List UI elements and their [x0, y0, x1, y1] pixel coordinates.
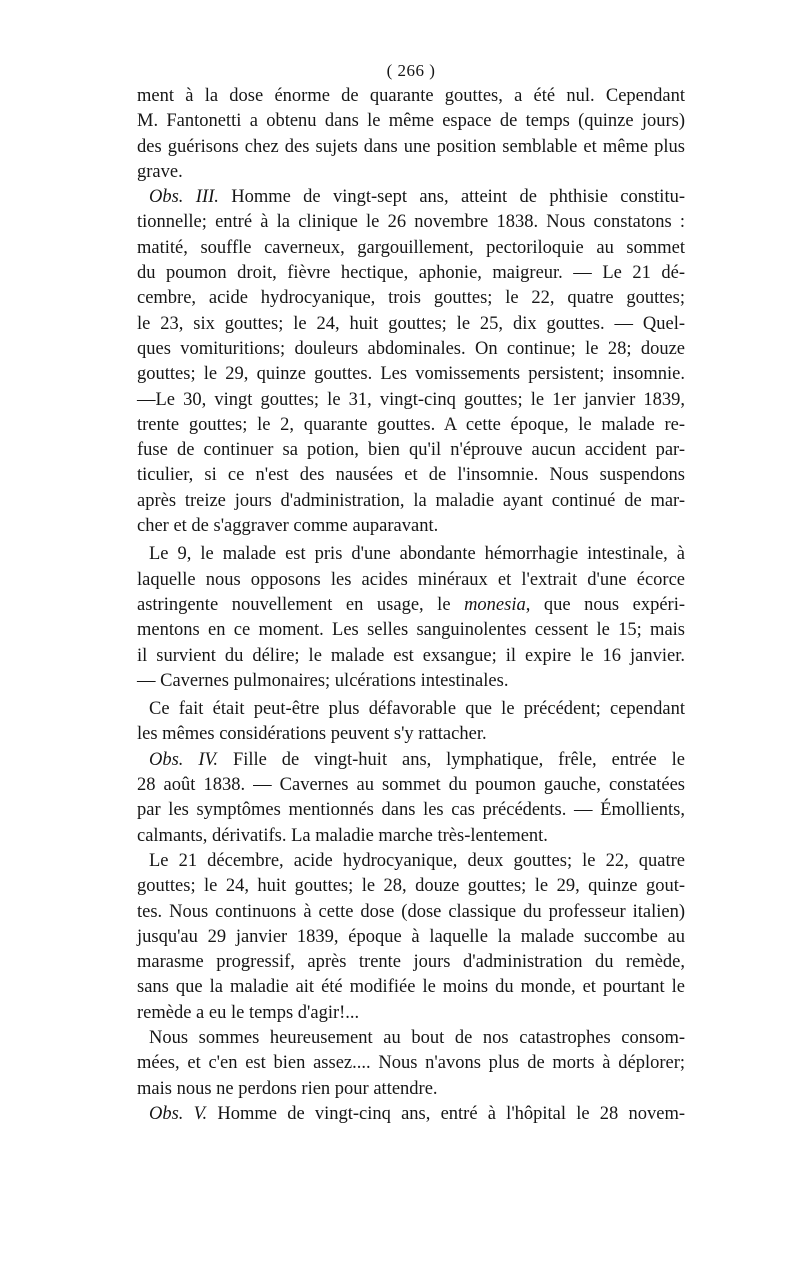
text-line: tes. Nous continuons à cette dose (dose classique du professeur italien): [137, 901, 685, 922]
observation-label: Obs. V.: [149, 1103, 208, 1124]
text-line: calmants, dérivatifs. La maladie marche très-lentement.: [137, 825, 548, 846]
text-line: astringente nouvellement en usage, le monesia, que nous expéri-: [137, 594, 685, 615]
observation-4: [137, 748, 685, 849]
text-line: trente gouttes; le 2, quarante gouttes. A cette époque, le malade re-: [137, 414, 685, 435]
paragraph-treatment: [137, 849, 685, 1026]
text-line: Le 21 décembre, acide hydrocyanique, deux gouttes; le 22, quatre: [149, 850, 685, 871]
text-line: [137, 185, 685, 210]
text-line: tionnelle; entré à la clinique le 26 novembre 1838. Nous constatons :: [137, 212, 685, 233]
observation-text: Homme de vingt-cinq ans, entré à l'hôpital le 28 novem-: [207, 1103, 685, 1124]
text-line: Le 9, le malade est pris d'une abondante hémorrhagie intestinale, à: [149, 544, 685, 565]
text-line: les mêmes considérations peuvent s'y rattacher.: [137, 724, 487, 745]
text-line: mentons en ce moment. Les selles sanguinolentes cessent le 15; mais: [137, 620, 685, 641]
text-line: — Cavernes pulmonaires; ulcérations intestinales.: [137, 670, 509, 691]
text-line: matité, souffle caverneux, gargouillement, pectoriloquie au sommet: [137, 237, 685, 258]
text-line: fuse de continuer sa potion, bien qu'il n'éprouve aucun accident par-: [137, 440, 685, 461]
observation-label: Obs. IV.: [149, 749, 219, 770]
text-line: cher et de s'aggraver comme auparavant.: [137, 516, 439, 537]
text-line: 28 août 1838. — Cavernes au sommet du poumon gauche, constatées: [137, 775, 685, 796]
text-line: du poumon droit, fièvre hectique, aphonie, maigreur. — Le 21 dé-: [137, 263, 685, 284]
text-line: des guérisons chez des sujets dans une position semblable et même plus: [137, 136, 685, 157]
page-body: [137, 84, 685, 1127]
book-page: [137, 58, 685, 1127]
text-line: mées, et c'en est bien assez.... Nous n'avons plus de morts à déplorer;: [137, 1053, 685, 1074]
italic-term: monesia: [464, 594, 526, 615]
text-line: il survient du délire; le malade est exsangue; il expire le 16 janvier.: [137, 645, 685, 666]
observation-5: [137, 1102, 685, 1127]
observation-text: Homme de vingt-sept ans, atteint de phthisie constitu-: [218, 187, 685, 208]
text-line: Nous sommes heureusement au bout de nos catastrophes consom-: [149, 1027, 685, 1048]
text-line: ques vomituritions; douleurs abdominales. On continue; le 28; douze: [137, 338, 685, 359]
text-line: [137, 1102, 685, 1127]
paragraph-comment: [137, 697, 685, 748]
text-line: gouttes; le 29, quinze gouttes. Les vomissements persistent; insomnie.: [137, 364, 685, 385]
text-line: le 23, six gouttes; le 24, huit gouttes; le 25, dix gouttes. — Quel-: [137, 313, 685, 334]
page-number: ( 266 ): [386, 61, 436, 80]
text-line: M. Fantonetti a obtenu dans le même espace de temps (quinze jours): [137, 111, 685, 132]
text-line: gouttes; le 24, huit gouttes; le 28, douze gouttes; le 29, quinze gout-: [137, 876, 685, 897]
text-line: remède a eu le temps d'agir!...: [137, 1002, 360, 1023]
text-line: [137, 748, 685, 773]
paragraph-hemorrhage: [137, 542, 685, 694]
text-line: mais nous ne perdons rien pour attendre.: [137, 1078, 438, 1099]
text-line: jusqu'au 29 janvier 1839, époque à laquelle la malade succombe au: [137, 926, 685, 947]
text-line: ticulier, si ce n'est des nausées et de l'insomnie. Nous suspendons: [137, 465, 685, 486]
text-line: ment à la dose énorme de quarante gouttes, a été nul. Cependant: [137, 86, 685, 106]
text-line: sans que la maladie ait été modifiée le moins du monde, et pourtant le: [137, 977, 685, 998]
text-line: cembre, acide hydrocyanique, trois gouttes; le 22, quatre gouttes;: [137, 288, 685, 309]
text-line: laquelle nous opposons les acides minéraux et l'extrait d'une écorce: [137, 569, 685, 590]
text-line: après treize jours d'administration, la maladie ayant continué de mar-: [137, 490, 685, 511]
observation-3: [137, 185, 685, 539]
text-line: marasme progressif, après trente jours d'administration du remède,: [137, 952, 685, 973]
observation-text: Fille de vingt-huit ans, lymphatique, frêle, entrée le: [218, 749, 686, 770]
observation-label: Obs. III.: [149, 187, 219, 208]
text-line: grave.: [137, 161, 183, 182]
text-line: Ce fait était peut-être plus défavorable que le précédent; cependant: [149, 699, 685, 720]
text-line: —Le 30, vingt gouttes; le 31, vingt-cinq gouttes; le 1er janvier 1839,: [137, 389, 685, 410]
paragraph-continuation: [137, 84, 685, 185]
text-line: par les symptômes mentionnés dans les cas précédents. — Émollients,: [137, 800, 685, 821]
paragraph-conclusion: [137, 1026, 685, 1102]
